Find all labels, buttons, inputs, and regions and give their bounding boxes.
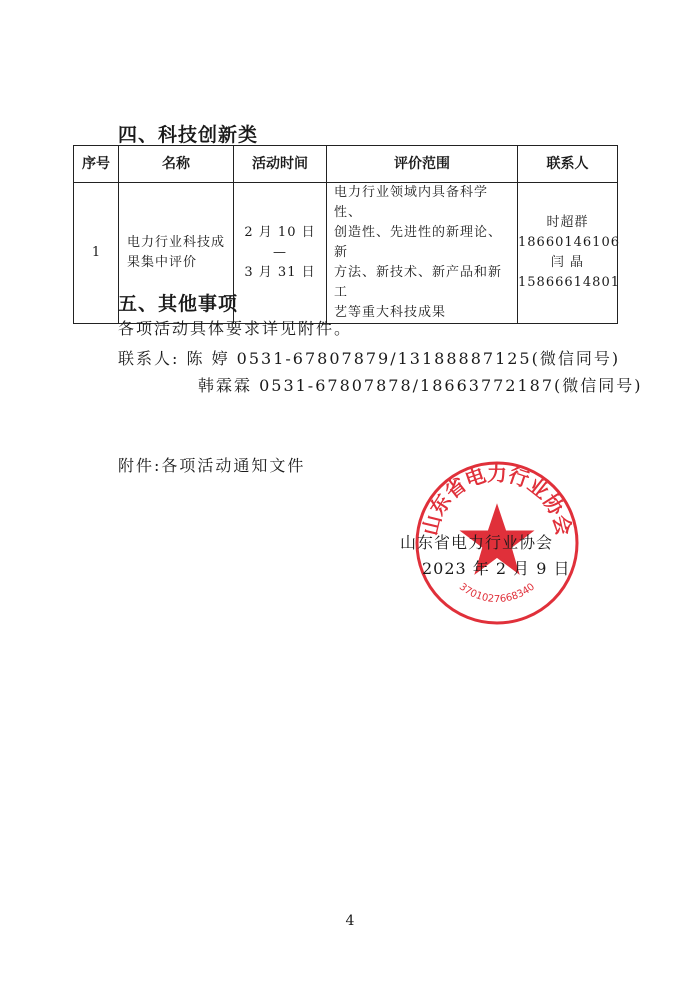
contact-phone: 18660146106 — [518, 235, 620, 250]
cell-time-start: 2 月 10 日 — [244, 225, 316, 240]
requirement-text: 各项活动具体要求详见附件。 — [118, 319, 353, 338]
contact-person-1: 陈 婷 0531-67807879/13188887125(微信同号) — [186, 349, 621, 368]
cell-scope-line: 创造性、先进性的新理论、新 — [334, 225, 503, 260]
col-header-name: 名称 — [119, 146, 234, 183]
col-header-time: 活动时间 — [234, 146, 327, 183]
cell-time — [234, 183, 327, 324]
col-header-contact: 联系人 — [518, 146, 618, 183]
signature-date: 2023 年 2 月 9 日 — [422, 559, 571, 578]
section-heading-other-matters: 五、其他事项 — [118, 293, 239, 315]
cell-contact — [518, 183, 618, 324]
cell-name-line: 电力行业科技成 — [127, 235, 226, 250]
col-header-no: 序号 — [74, 146, 119, 183]
page-number: 4 — [345, 913, 355, 929]
contact-name: 时超群 — [546, 215, 589, 230]
contact-line-1 — [118, 346, 620, 369]
contact-phone: 15866614801 — [518, 275, 620, 290]
signature-org: 山东省电力行业协会 — [400, 533, 554, 552]
cell-name-line: 果集中评价 — [127, 255, 198, 270]
cell-scope — [327, 183, 518, 324]
cell-scope-line: 方法、新技术、新产品和新工 — [334, 265, 503, 300]
contact-label: 联系人: — [118, 349, 180, 368]
seal-code: 3701027668340 — [456, 581, 538, 606]
col-header-scope: 评价范围 — [327, 146, 518, 183]
contact-person-2: 韩霖霖 0531-67807878/18663772187(微信同号) — [198, 376, 643, 395]
cell-time-end: 3 月 31 日 — [244, 265, 316, 280]
cell-no: 1 — [74, 183, 119, 324]
cell-time-dash: — — [273, 245, 287, 260]
contact-name: 闫 晶 — [550, 255, 585, 270]
seal-text: 山东省电力行业协会 — [417, 461, 577, 538]
attachment-note: 附件:各项活动通知文件 — [118, 456, 306, 475]
cell-scope-line: 艺等重大科技成果 — [334, 305, 447, 320]
table-header-row — [74, 146, 618, 183]
cell-scope-line: 电力行业领域内具备科学性、 — [334, 185, 489, 220]
section-heading-tech-innovation: 四、科技创新类 — [118, 124, 259, 146]
